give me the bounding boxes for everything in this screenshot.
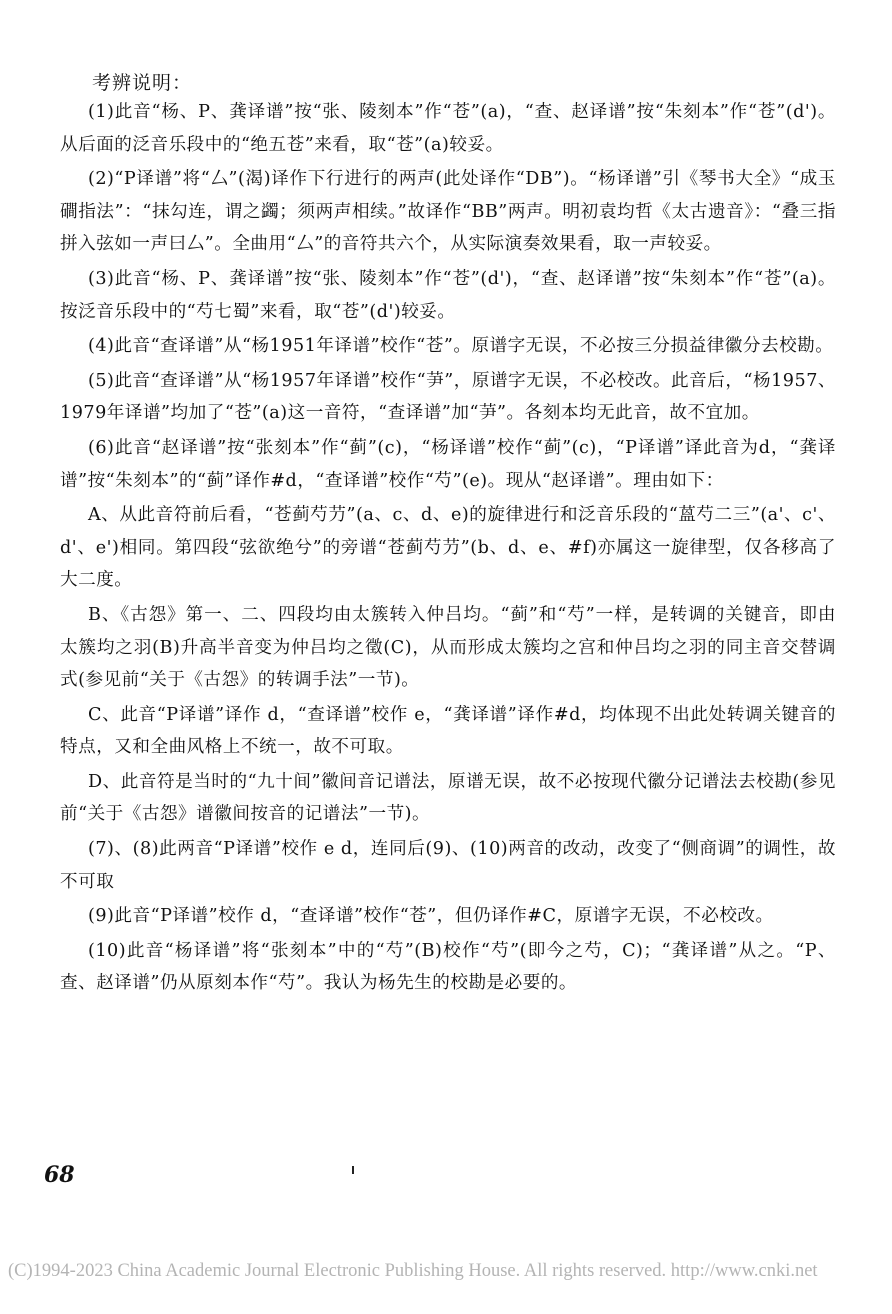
paragraph-2: (2)“P译谱”将“厶”(渴)译作下行进行的两声(此处译作“DB”)。“杨译谱”引《琴书大全》“成玉磵指法”：“抹勾连，谓之蠲；须两声相续。”故译作“BB”两声。明初袁均哲《太古遗音》：“叠三指拼入弦如一声曰厶”。全曲用“厶”的音符共六个，从实际演奏效果看，取一声较妥。 — [60, 169, 836, 255]
paragraph-5: (5)此音“查译谱”从“杨1957年译谱”校作“芛”，原谱字无误，不必校改。此音后，“杨1957、1979年译谱”均加了“苍”(a)这一音符，“查译谱”加“芛”。各刻本均无此音，故不宜加。 — [60, 370, 836, 424]
page-number: 68 — [44, 1162, 75, 1188]
paragraph-9: (9)此音“P译谱”校作 d，“查译谱”校作“苍”，但仍译作#C，原谱字无误，不必校改。 — [88, 906, 774, 927]
paragraph-6b: B、《古怨》第一、二、四段均由太簇转入仲吕均。“蓟”和“芍”一样，是转调的关键音，即由太簇均之羽(B)升高半音变为仲吕均之徵(C)，从而形成太簇均之宫和仲吕均之羽的同主音交替调式(参见前“关于《古怨》的转调手法”一节)。 — [60, 604, 836, 691]
paragraph-7-8: (7)、(8)此两音“P译谱”校作 e d，连同后(9)、(10)两音的改动，改变了“侧商调”的调性，故不可取 — [60, 839, 836, 892]
paragraph-1: (1)此音“杨、P、龚译谱”按“张、陵刻本”作“苍”(a)，“查、赵译谱”按“朱刻本”作“苍”(d')。从后面的泛音乐段中的“绝五苍”来看，取“苍”(a)较妥。 — [60, 102, 836, 155]
paragraph-6c: C、此音“P译谱”译作 d，“查译谱”校作 e，“龚译谱”译作#d，均体现不出此处转调关键音的特点，又和全曲风格上不统一，故不可取。 — [60, 704, 836, 758]
paragraph-3: (3)此音“杨、P、龚译谱”按“张、陵刻本”作“苍”(d')，“查、赵译谱”按“朱刻本”作“苍”(a)。按泛音乐段中的“芍七蜀”来看，取“苍”(d')较妥。 — [60, 268, 836, 322]
paragraph-6: (6)此音“赵译谱”按“张刻本”作“蓟”(c)，“杨译谱”校作“蓟”(c)，“P译谱”译此音为d，“龚译谱”按“朱刻本”的“蓟”译作#d，“查译谱”校作“芍”(e)。现从“赵译谱”。理由如下： — [60, 437, 836, 491]
copyright-footer: (C)1994-2023 China Academic Journal Electronic Publishing House. All rights reserved. http://www.cnki.net — [8, 1261, 818, 1281]
paragraph-6d: D、此音符是当时的“九十间”徽间音记谱法，原谱无误，故不必按现代徽分记谱法去校勘(参见前“关于《古怨》谱徽间按音的记谱法”一节)。 — [60, 771, 836, 825]
paragraph-4: (4)此音“查译谱”从“杨1951年译谱”校作“苍”。原谱字无误，不必按三分损益律徽分去校勘。 — [88, 336, 834, 357]
paragraph-6a: A、从此音符前后看，“苍蓟芍芀”(a、c、d、e)的旋律进行和泛音乐段的“蒕芍二三”(a'、c'、d'、e')相同。第四段“弦欲绝兮”的旁谱“苍蓟芍芀”(b、d、e、#f)亦属这一旋律型，仅各移高了大二度。 — [60, 505, 836, 591]
section-heading: 考辨说明： — [92, 72, 193, 94]
body-text — [60, 96, 836, 1002]
paragraph-10: (10)此音“杨译谱”将“张刻本”中的“芍”(B)校作“芍”(即今之芍，C)；“龚译谱”从之。“P、查、赵译谱”仍从原刻本作“芍”。我认为杨先生的校勘是必要的。 — [60, 940, 836, 994]
print-mark — [352, 1166, 354, 1174]
